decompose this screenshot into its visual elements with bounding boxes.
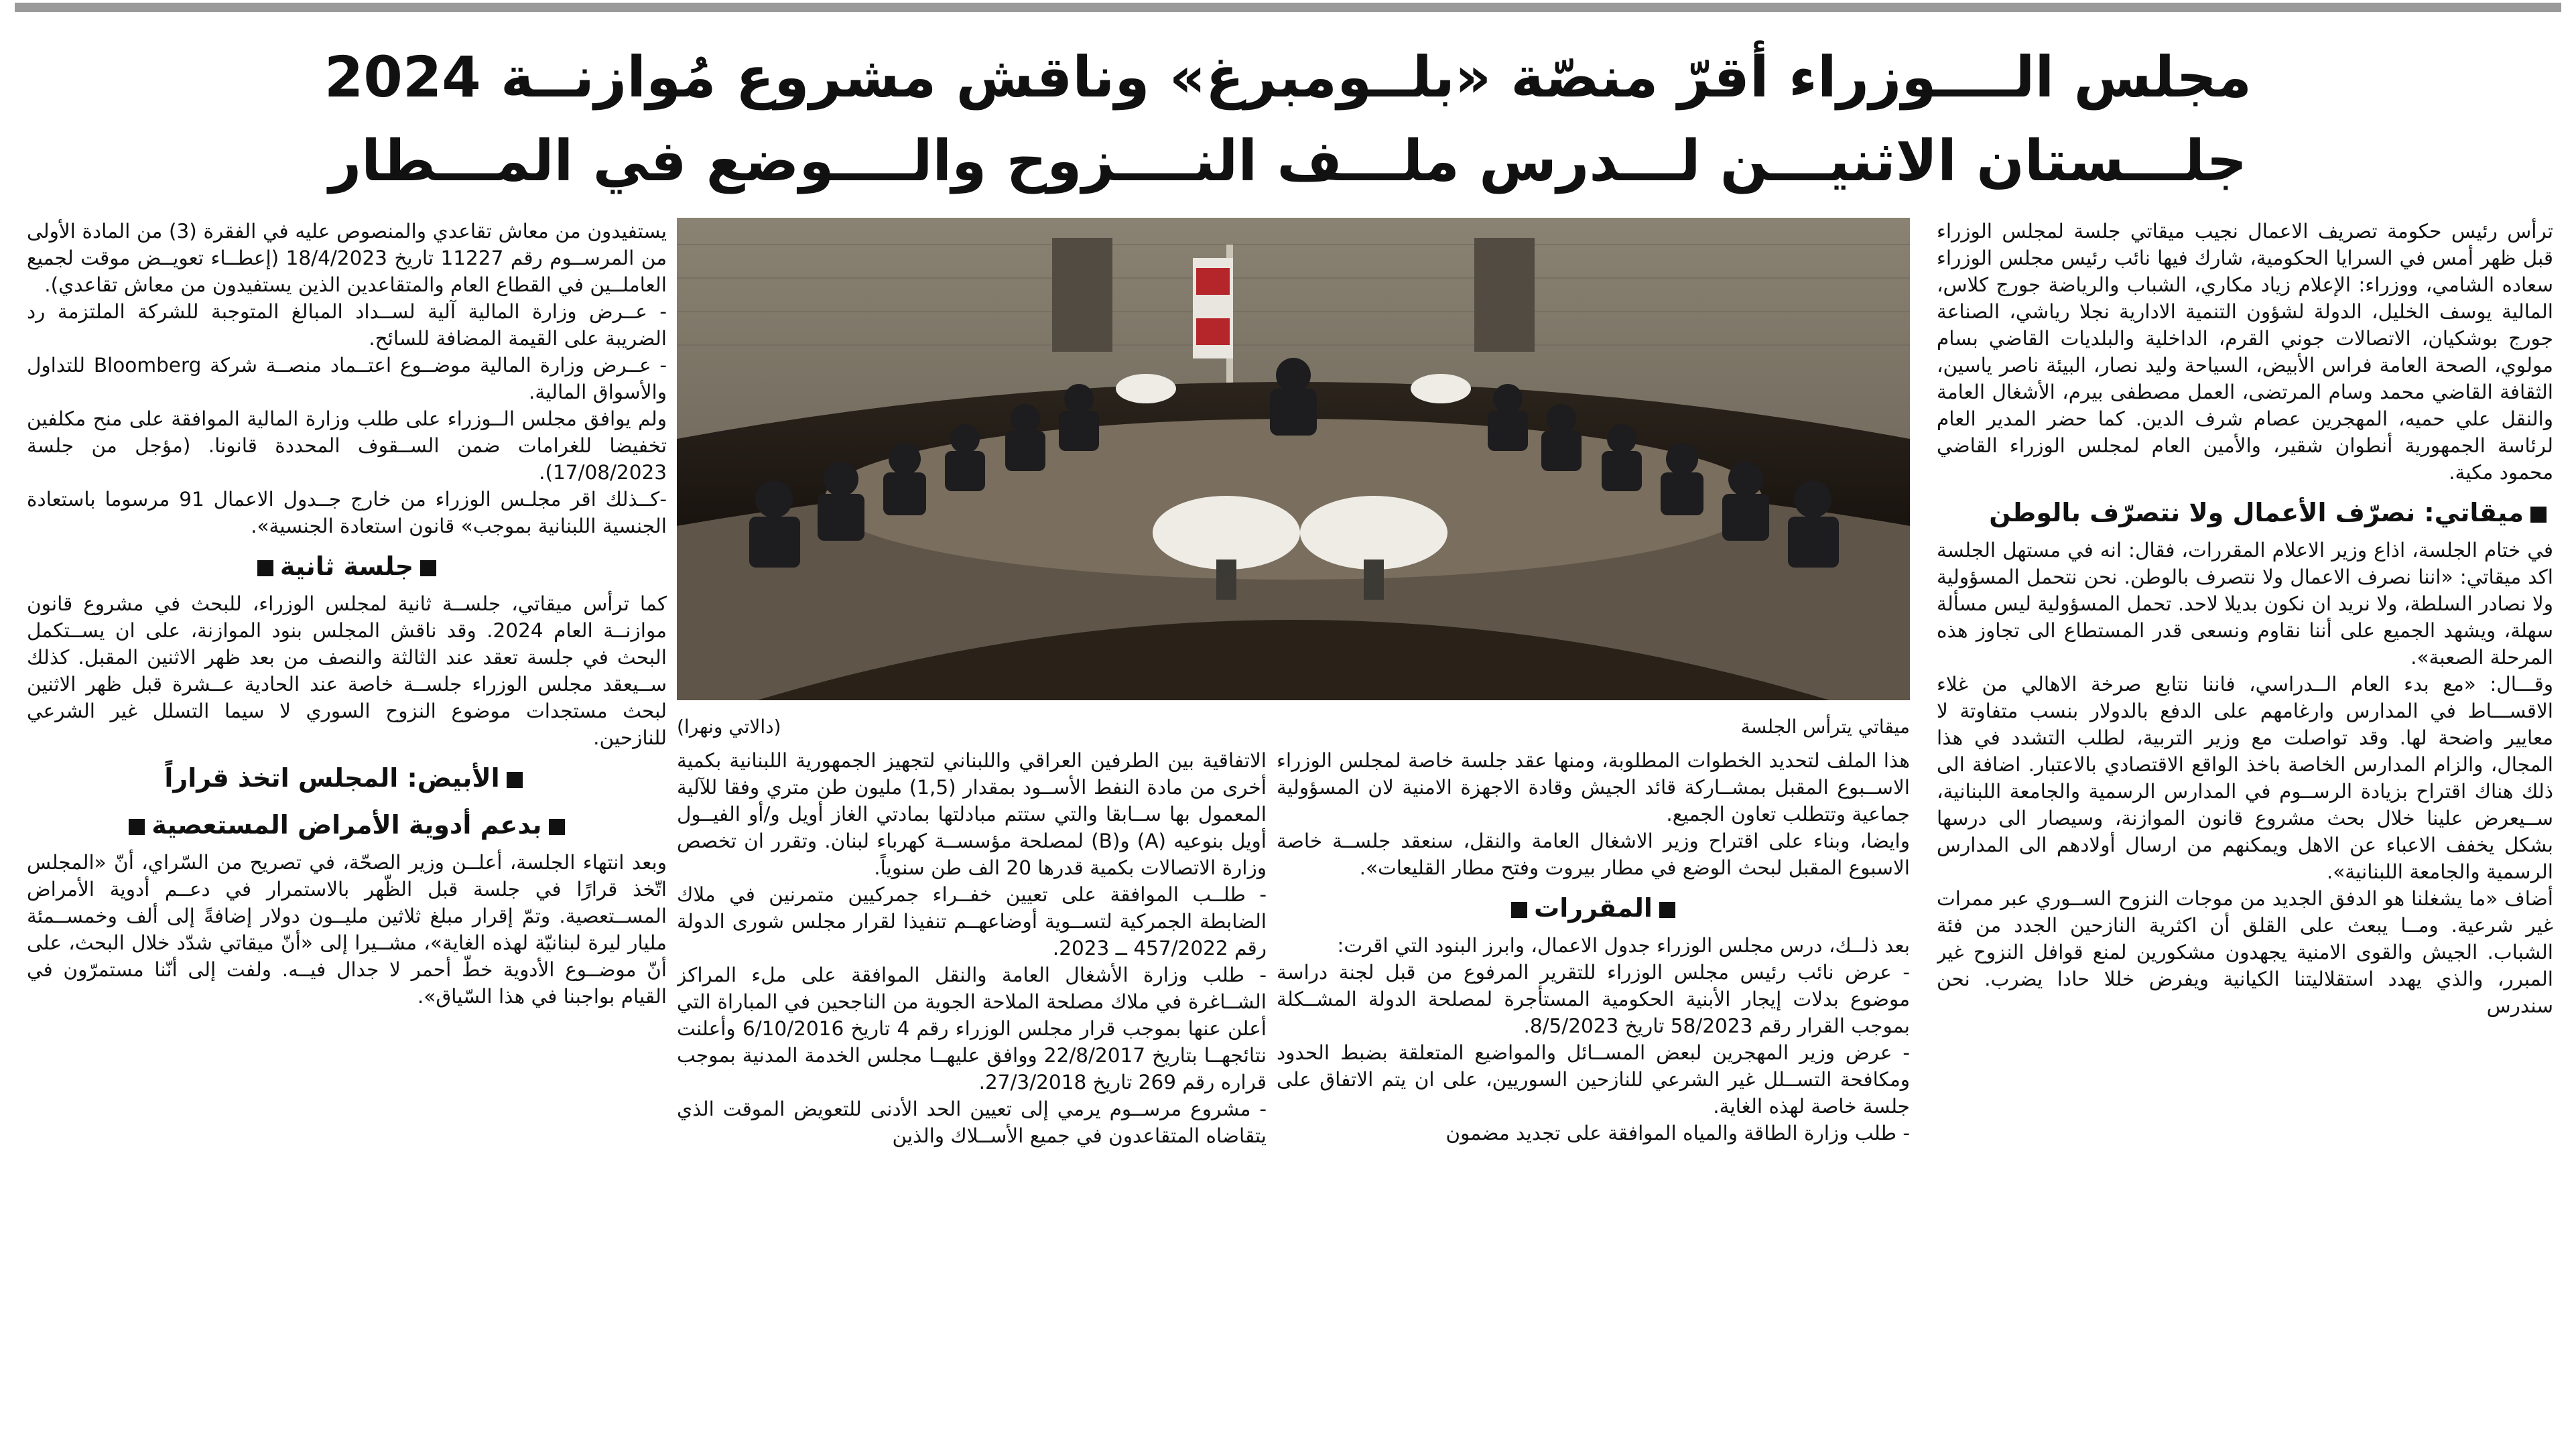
paragraph: - طلب وزارة الطاقة والمياه الموافقة على تجديد مضمون [1445,1122,1910,1144]
paragraph: وايضا، وبناء على اقتراح وزير الاشغال العامة والنقل، سنعقد جلســة خاصة الاسبوع المقبل لبحث الوضع في مطار بيروت وفتح مطار القليعات». [1277,830,1910,879]
top-rule [15,3,2561,12]
paragraph: - عرض وزير المهجرين لبعض المســائل والمواضيع المتعلقة بضبط الحدود ومكافحة التســلل غير الشرعي للنازحين السوريين، على ان يتم الاتفاق على جلسة خاصة لهذه الغاية. [1277,1041,1910,1118]
subheading-decisions [1277,888,1910,928]
paragraph: في ختام الجلسة، اذاع وزير الاعلام المقررات، فقال: انه في مستهل الجلسة اكد ميقاتي: «اننا نصرف الاعمال ولا نتصرف بالوطن. نحن نتحمل المسؤولية ولا نصادر السلطة، ولا نريد ان نكون بديلا لاحد. تحمل المسؤولية ليس مسألة سهلة، ويشهد الجميع على أننا نقاوم ونسعى قدر المستطاع الى تجاوز هذه المرحلة الصعبة». [1937,539,2553,669]
square-bullet-icon [549,819,565,835]
square-bullet-icon [507,772,523,788]
paragraph: -كــذلك اقر مجلـس الوزراء من خارج جــدول الاعمال 91 مرسوما باستعادة الجنسية اللبنانية بموجب» قانون استعادة الجنسية». [27,488,667,537]
cabinet-session-image [677,218,1910,700]
subheading-text: الأبيض: المجلس اتخذ قراراً [164,763,500,793]
paragraph: - عــرض وزارة المالية موضــوع اعتــماد منصــة شركة Bloomberg للتداول والأسواق المالية. [27,354,667,403]
paragraph: ولم يوافق مجلس الــوزراء على طلب وزارة المالية الموافقة على منح مكلفين تخفيضا للغرامات ضمن الســقوف المحددة قانونا. (مؤجل من جلسة 17/08/2023). [27,407,667,484]
subheading-text: المقررات [1534,893,1653,923]
paragraph: وبعد انتهاء الجلسة، أعلــن وزير الصحّة، في تصريح من السّراي، أنّ «المجلس اتّخذ قرارًا في جلسة قبل الظّهر بالاستمرار في دعــم أدوية الأمراض المســتعصية. وتمّ إقرار مبلغ ثلاثين مليــون دولار إضافةً إلى ألف وخمســمئة مليار ليرة لبنانيّة لهذه الغاية»، مشــيرا إلى «أنّ ميقاتي شدّد خلال البحث، على أنّ موضــوع الأدوية خطّ أحمر لا جدال فيــه. ولفت إلى أنّنا مستمرّون في القيام بواجبنا في هذا السّياق». [27,851,667,1008]
photo-caption: ميقاتي يترأس الجلسة [1740,716,1910,738]
paragraph: أضاف «ما يشغلنا هو الدفق الجديد من موجات النزوح الســوري عبر ممرات غير شرعية. ومــا يبعث على القلق أن اكثرية النازحين الجدد من فئة الشباب. الجيش والقوى الامنية يجهدون مشكورين لمنع قوافل النزوح غير المبرر، والذي يهدد استقلاليتنا الكيانية ويفرض خللا حادا يضرب. نحن سندرس [1937,887,2553,1017]
paragraph: هذا الملف لتحديد الخطوات المطلوبة، ومنها عقد جلسة خاصة لمجلس الوزراء الاســبوع المقبل بمشــاركة قائد الجيش وقادة الاجهزة الامنية لان المسؤولية جماعية وتتطلب تعاون الجميع. [1277,749,1910,826]
square-bullet-icon [420,560,436,576]
subheading-abiad-2 [27,805,667,845]
paragraph: الاتفاقية بين الطرفين العراقي واللبناني لتجهيز الجمهورية اللبنانية بكمية أخرى من مادة النفط الأســود بمقدار (1,5) مليون طن متري وفقا للآلية المعمول بها ســابقا والتي ستتم مبادلتها بمادتي الغاز أويل و/أو الفيــول أويل بنوعيه (A) و(B) لمصلحة مؤسســة كهرباء لبنان. وتقرر ان تخصص وزارة الاتصالات بكمية قدرها 20 الف طن سنوياً. [677,749,1267,879]
subheading-text: ميقاتي: نصرّف الأعمال ولا نتصرّف بالوطن [1989,498,2524,527]
square-bullet-icon [1511,902,1527,918]
subheading-abiad [27,758,667,798]
square-bullet-icon [2530,507,2547,523]
paragraph: - مشروع مرســوم يرمي إلى تعيين الحد الأدنى للتعويض الموقت الذي يتقاضاه المتقاعدون في جميع الأســلاك والذين [677,1098,1267,1147]
subheading-text: جلسة ثانية [279,551,414,581]
square-bullet-icon [129,819,145,835]
paragraph: بعد ذلــك، درس مجلس الوزراء جدول الاعمال، وابرز البنود التي اقرت: [1337,934,1910,957]
headline-line-2: جلـــستان الاثنيـــن لـــدرس ملـــف النــــزوح والــــوضع في المـــطار [328,128,2248,194]
cabinet-session-photo [677,218,1910,700]
paragraph: - عــرض وزارة المالية آلية لســداد المبالغ المتوجبة للشركة الملتزمة رد الضريبة على القيمة المضافة للسائح. [27,300,667,350]
article-column-left [27,218,667,1417]
subheading-mikati [1937,493,2553,533]
paragraph-opening: ترأس رئيس حكومة تصريف الاعمال نجيب ميقاتي جلسة لمجلس الوزراء قبل ظهر أمس في السرايا الحكومية، شارك فيها نائب رئيس مجلس الوزراء سعاده الشامي، ووزراء: الإعلام زياد مكاري، الشباب والرياضة جورج كلاس، المالية يوسف الخليل، الدولة لشؤون التنمية الادارية نجلا رياشي، الصناعة جورج بوشكيان، الاتصالات جوني القرم، الداخلية والبلديات القاضي بسام مولوي، الصحة العامة فراس الأبيض، السياحة وليد نصار، البيئة ناصر ياسين، الثقافة القاضي محمد وسام المرتضى، العمل مصطفى بيرم، الأشغال العامة والنقل علي حميه، المهجرين عصام شرف الدين. كما حضر المدير العام لرئاسة الجمهورية أنطوان شقير، والأمين العام لمجلس الوزراء القاضي محمود مكية. [1937,220,2553,484]
paragraph: وقـــال: «مع بدء العام الــدراسي، فاننا نتابع صرخة الاهالي من غلاء الاقســـاط في المدارس وارغامهم على الدفع بالدولار بنسب متفاوتة لا معايير واضحة لها. وقد تواصلت مع وزير التربية، لطلب التشدد في هذا المجال، والزام المدارس الخاصة باخذ الواقع الاقتصادي بالاعتبار. اضافة الى ذلك هناك اقتراح بزيادة الرســوم في المدارس الرسمية والجامعة اللبنانية، ســيعرض علينا خلال بحث مشروع قانون الموازنة، وسيصار الى درسها بشكل يخفف الاعباء عن الاهل ويمكنهم من ارسال أولادهم الى المدارس الرسمية والجامعة اللبنانية». [1937,673,2553,883]
paragraph: يستفيدون من معاش تقاعدي والمنصوص عليه في الفقرة (3) من المادة الأولى من المرســوم رقم 11227 تاريخ 18/4/2023 (إعطــاء تعويــض موقت لجميع العاملــين في القطاع العام والمتقاعدين الذين يستفيدون من معاش تقاعدي). [27,220,667,296]
headline-line-1: مجلس الــــوزراء أقرّ منصّة «بلــومبرغ» وناقش مشروع مُوازنــة 2024 [324,44,2252,110]
subheading-text: بدعم أدوية الأمراض المستعصية [151,810,542,840]
article-column-right [1937,218,2553,1417]
paragraph: كما ترأس ميقاتي، جلســة ثانية لمجلس الوزراء، للبحث في مشروع قانون موازنــة العام 2024. وقد ناقش المجلس بنود الموازنة، على ان يســتكمل البحث في جلسة تعقد عند الثالثة والنصف من بعد ظهر الاثنين المقبل. كذلك ســيعقد مجلس الوزراء جلســة خاصة عند الحادية عــشرة قبل ظهر الاثنين لبحث مستجدات موضوع النزوح السوري لا سيما التسلل غير الشرعي للنازحين. [27,592,667,749]
paragraph: - عرض نائب رئيس مجلس الوزراء للتقرير المرفوع من قبل لجنة دراسة موضوع بدلات إيجار الأبنية الحكومية المستأجرة لمصلحة الدولة المشــكلة بموجب القرار رقم 58/2023 تاريخ 8/5/2023. [1277,961,1910,1037]
square-bullet-icon [257,560,273,576]
paragraph: - طلب وزارة الأشغال العامة والنقل الموافقة على ملء المراكز الشــاغرة في ملاك مصلحة الملاحة الجوية من الناجحين في المباراة التي أعلن عنها بموجب قرار مجلس الوزراء رقم 4 تاريخ 6/10/2016 وأعلنت نتائجهــا بتاريخ 22/8/2017 ووافق عليهــا مجلس الخدمة المدنية بموجب قراره رقم 269 تاريخ 27/3/2018. [677,964,1267,1094]
photo-credit: (دالاتي ونهرا) [677,716,781,738]
square-bullet-icon [1659,902,1675,918]
paragraph: - طلــب الموافقة على تعيين خفــراء جمركيين متمرنين في ملاك الضابطة الجمركية لتســوية أوضاعهــم تنفيذا لقرار مجلس شورى الدولة رقم 457/2022 ــ 2023. [677,883,1267,960]
article-column-mid-right [1277,747,1910,1417]
article-column-mid-left [677,747,1267,1417]
subheading-second-session [27,546,667,586]
